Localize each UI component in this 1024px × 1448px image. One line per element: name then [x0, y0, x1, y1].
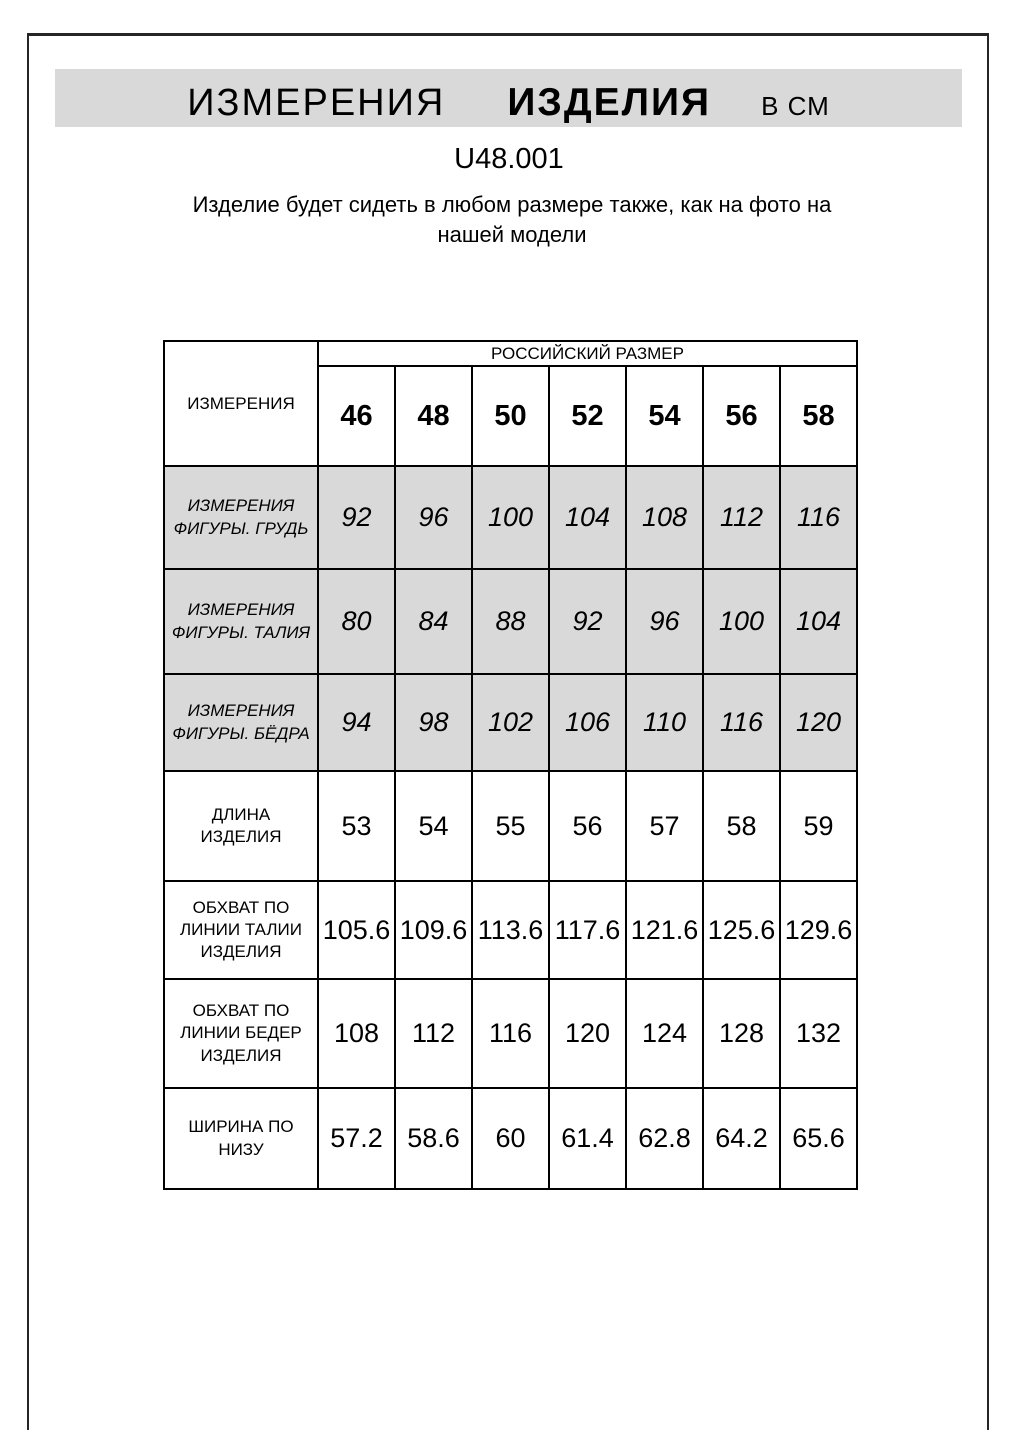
row-label: ШИРИНА ПО НИЗУ — [164, 1088, 318, 1189]
value-cell: 59 — [780, 771, 857, 881]
row-label: ИЗМЕРЕНИЯ ФИГУРЫ. БЁДРА — [164, 674, 318, 771]
size-col-54: 54 — [626, 366, 703, 466]
title-word-product: ИЗДЕЛИЯ — [507, 81, 712, 124]
value-cell: 94 — [318, 674, 395, 771]
size-col-50: 50 — [472, 366, 549, 466]
value-cell: 121.6 — [626, 881, 703, 979]
value-cell: 109.6 — [395, 881, 472, 979]
value-cell: 57.2 — [318, 1088, 395, 1189]
value-cell: 108 — [626, 466, 703, 569]
value-cell: 113.6 — [472, 881, 549, 979]
row-label: ИЗМЕРЕНИЯ ФИГУРЫ. ТАЛИЯ — [164, 569, 318, 674]
product-code: U48.001 — [454, 143, 564, 175]
value-cell: 105.6 — [318, 881, 395, 979]
value-cell: 112 — [703, 466, 780, 569]
row-label: ОБХВАТ ПО ЛИНИИ БЕДЕР ИЗДЕЛИЯ — [164, 979, 318, 1088]
size-col-46: 46 — [318, 366, 395, 466]
title-unit-cm: В СМ — [761, 91, 830, 121]
title-bar — [55, 69, 962, 127]
row-label: ОБХВАТ ПО ЛИНИИ ТАЛИИ ИЗДЕЛИЯ — [164, 881, 318, 979]
value-cell: 57 — [626, 771, 703, 881]
fit-note: Изделие будет сидеть в любом размере также, как на фото на нашей модели — [192, 192, 832, 247]
value-cell: 54 — [395, 771, 472, 881]
value-cell: 55 — [472, 771, 549, 881]
value-cell: 61.4 — [549, 1088, 626, 1189]
value-cell: 80 — [318, 569, 395, 674]
value-cell: 129.6 — [780, 881, 857, 979]
value-cell: 56 — [549, 771, 626, 881]
value-cell: 104 — [780, 569, 857, 674]
value-cell: 108 — [318, 979, 395, 1088]
value-cell: 120 — [780, 674, 857, 771]
corner-cell-measurements: ИЗМЕРЕНИЯ — [164, 341, 318, 466]
size-col-52: 52 — [549, 366, 626, 466]
value-cell: 116 — [703, 674, 780, 771]
size-col-58: 58 — [780, 366, 857, 466]
value-cell: 104 — [549, 466, 626, 569]
table-row-product-hip-girth — [164, 979, 857, 1088]
value-cell: 92 — [318, 466, 395, 569]
value-cell: 116 — [780, 466, 857, 569]
value-cell: 92 — [549, 569, 626, 674]
value-cell: 110 — [626, 674, 703, 771]
value-cell: 106 — [549, 674, 626, 771]
value-cell: 64.2 — [703, 1088, 780, 1189]
value-cell: 96 — [395, 466, 472, 569]
value-cell: 60 — [472, 1088, 549, 1189]
table-row-product-waist-girth — [164, 881, 857, 979]
value-cell: 62.8 — [626, 1088, 703, 1189]
russian-size-header: РОССИЙСКИЙ РАЗМЕР — [318, 341, 857, 366]
value-cell: 102 — [472, 674, 549, 771]
table-row-figure-waist — [164, 569, 857, 674]
table-row-product-length — [164, 771, 857, 881]
size-col-48: 48 — [395, 366, 472, 466]
value-cell: 132 — [780, 979, 857, 1088]
value-cell: 65.6 — [780, 1088, 857, 1189]
size-col-56: 56 — [703, 366, 780, 466]
table-row-figure-hips — [164, 674, 857, 771]
value-cell: 98 — [395, 674, 472, 771]
table-header-row-1 — [164, 341, 857, 366]
value-cell: 120 — [549, 979, 626, 1088]
value-cell: 58 — [703, 771, 780, 881]
value-cell: 58.6 — [395, 1088, 472, 1189]
value-cell: 116 — [472, 979, 549, 1088]
value-cell: 53 — [318, 771, 395, 881]
value-cell: 88 — [472, 569, 549, 674]
value-cell: 117.6 — [549, 881, 626, 979]
table-row-figure-chest — [164, 466, 857, 569]
table-row-product-bottom-width — [164, 1088, 857, 1189]
value-cell: 96 — [626, 569, 703, 674]
row-label: ИЗМЕРЕНИЯ ФИГУРЫ. ГРУДЬ — [164, 466, 318, 569]
value-cell: 128 — [703, 979, 780, 1088]
value-cell: 124 — [626, 979, 703, 1088]
value-cell: 112 — [395, 979, 472, 1088]
row-label: ДЛИНА ИЗДЕЛИЯ — [164, 771, 318, 881]
value-cell: 100 — [472, 466, 549, 569]
value-cell: 125.6 — [703, 881, 780, 979]
value-cell: 84 — [395, 569, 472, 674]
value-cell: 100 — [703, 569, 780, 674]
size-table — [163, 340, 858, 1190]
title-word-measurements: ИЗМЕРЕНИЯ — [187, 82, 446, 124]
